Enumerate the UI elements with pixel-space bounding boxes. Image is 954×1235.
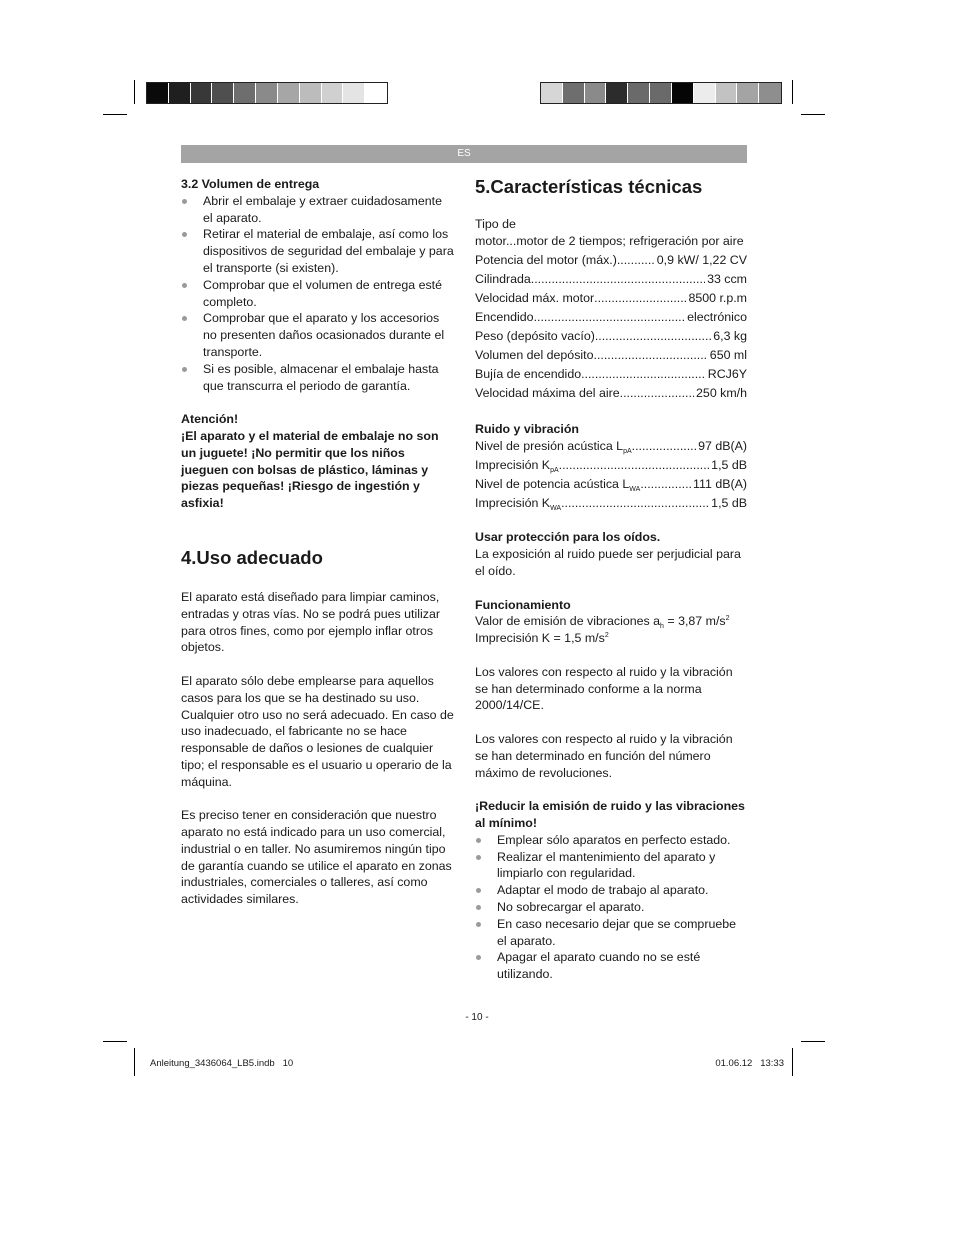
spec-row: Peso (depósito vacío) ..... 6,3 kg [475, 327, 747, 346]
footer-timestamp: 01.06.12 13:33 [715, 1058, 784, 1069]
list-item: Apagar el aparato cuando no se esté utilizando. [475, 949, 747, 983]
spec-row: Imprecisión $K_{WA}$ ..... 1,5 dB [475, 494, 747, 513]
reduce-list [475, 832, 747, 983]
spec-row: Velocidad máx. motor ..... 8500 r.p.m [475, 289, 747, 308]
spec-row: Velocidad máxima del aire ..... 250 km/h [475, 384, 747, 403]
color-swatch [716, 83, 738, 103]
paragraph: La exposición al ruido puede ser perjudicial para el oído. [475, 547, 741, 578]
color-swatch [759, 83, 781, 103]
footer-filename: Anleitung_3436064_LB5.indb 10 [150, 1058, 294, 1069]
crop-mark-bl-v [134, 1048, 135, 1076]
spec-row: Bujía de encendido ..... RCJ6Y [475, 365, 747, 384]
crop-mark-tl-h [103, 114, 127, 115]
vibration-value: Valor de emisión de vibraciones $a_h = 3,87$ $m/s^2$ [475, 614, 730, 631]
crop-mark-bl-h [103, 1041, 127, 1042]
section-4-title: 4.Uso adecuado [181, 546, 323, 568]
warning-title: Atención! [181, 412, 239, 427]
spec-table [475, 251, 747, 403]
ear-protection-title: Usar protección para los oídos. [475, 530, 661, 545]
spec-row: Encendido ..... electrónico [475, 308, 747, 327]
color-swatch [300, 83, 322, 103]
paragraph: El aparato está diseñado para limpiar caminos, entradas y otras vías. No se podrá pues utilizar para otros fines, como por ejemplo inflar otros objetos. [181, 589, 440, 655]
color-swatch [147, 83, 169, 103]
paragraph: El aparato sólo debe emplearse para aquellos casos para los que se ha destinado su uso. Cualquier otro uso no será adecuado. En caso de uso inadecuado, el fabricante no se hace responsable de daños o lesiones de cualquier tipo; el responsable es el usuario u operario de la máquina. [181, 673, 454, 789]
color-swatch [606, 83, 628, 103]
color-strip-left [146, 82, 388, 104]
section-3-2-title: 3.2 Volumen de entrega [181, 177, 320, 191]
language-code: ES [457, 148, 471, 159]
noise-table [475, 437, 747, 513]
crop-mark-br-v [792, 1048, 793, 1076]
paragraph: Los valores con respecto al ruido y la vibración se han determinado conforme a la norma 2000/14/CE. [475, 664, 733, 713]
spec-row: Potencia del motor (máx.) ..... 0,9 kW/ 1,22 CV [475, 251, 747, 270]
color-swatch [365, 83, 387, 103]
crop-mark-tl-v [134, 80, 135, 104]
color-swatch [169, 83, 191, 103]
list-item: Realizar el mantenimiento del aparato y limpiarlo con regularidad. [475, 849, 747, 883]
crop-mark-tr-v [792, 80, 793, 104]
list-item: Adaptar el modo de trabajo al aparato. [475, 882, 747, 899]
language-bar [181, 145, 747, 163]
color-swatch [650, 83, 672, 103]
paragraph: Los valores con respecto al ruido y la vibración se han determinado en función del número máximo de revoluciones. [475, 731, 733, 780]
color-swatch [256, 83, 278, 103]
color-swatch [563, 83, 585, 103]
vibration-uncertainty: Imprecisión K = 1,5 $m/s^2$ [475, 631, 609, 646]
reduce-title: ¡Reducir la emisión de ruido y las vibraciones al mínimo! [475, 799, 745, 830]
list-item: En caso necesario dejar que se compruebe el aparato. [475, 916, 747, 950]
operation-title: Funcionamiento [475, 597, 571, 612]
color-swatch [694, 83, 716, 103]
color-strip-right [540, 82, 782, 104]
list-item: No sobrecargar el aparato. [475, 899, 747, 916]
list-item: Si es posible, almacenar el embalaje hasta que transcurra el periodo de garantía. [181, 361, 455, 395]
paragraph: Es preciso tener en consideración que nuestro aparato no está indicado para un uso comercial, industrial o en taller. No asumiremos ningún tipo de garantía cuando se utilice el aparato en zonas industriales, comerciales o talleres, así como actividades similares. [181, 808, 452, 907]
section-5-title: 5.Características técnicas [475, 176, 703, 197]
color-swatch [541, 83, 563, 103]
list-item: Emplear sólo aparatos en perfecto estado. [475, 832, 747, 849]
engine-type-label: Tipo de [475, 217, 516, 231]
spec-row: Cilindrada ..... 33 ccm [475, 270, 747, 289]
list-item: Abrir el embalaje y extraer cuidadosamente el aparato. [181, 193, 455, 227]
crop-mark-tr-h [801, 114, 825, 115]
delivery-list [181, 193, 455, 395]
right-column [475, 176, 747, 983]
spec-row: Nivel de potencia acústica $L_{WA}$ ..... 111 dB(A) [475, 475, 747, 494]
color-swatch [234, 83, 256, 103]
noise-title: Ruido y vibración [475, 421, 579, 436]
page-number: - 10 - [465, 1012, 489, 1023]
color-swatch [191, 83, 213, 103]
list-item: Comprobar que el volumen de entrega esté completo. [181, 277, 455, 311]
spec-row: Nivel de presión acústica $L_{pA}$ ..... 97 dB(A) [475, 437, 747, 456]
color-swatch [212, 83, 234, 103]
list-item: Retirar el material de embalaje, así como los dispositivos de seguridad del embalaje y para el transporte (si existen). [181, 226, 455, 276]
color-swatch [585, 83, 607, 103]
color-swatch [737, 83, 759, 103]
color-swatch [628, 83, 650, 103]
list-item: Comprobar que el aparato y los accesorios no presenten daños ocasionados durante el transporte. [181, 310, 455, 360]
spec-row: Volumen del depósito ..... 650 ml [475, 346, 747, 365]
color-swatch [672, 83, 694, 103]
spec-row: Imprecisión $K_{pA}$ ..... 1,5 dB [475, 456, 747, 475]
left-column [181, 176, 455, 908]
color-swatch [278, 83, 300, 103]
color-swatch [322, 83, 344, 103]
warning-text: ¡El aparato y el material de embalaje no son un juguete! ¡No permitir que los niños jueguen con bolsas de plástico, láminas y piezas pequeñas! ¡Riesgo de ingestión y asfixia! [181, 428, 439, 511]
engine-type-value: motor...motor de 2 tiempos; refrigeración por aire [475, 233, 744, 248]
crop-mark-br-h [801, 1041, 825, 1042]
color-swatch [343, 83, 365, 103]
